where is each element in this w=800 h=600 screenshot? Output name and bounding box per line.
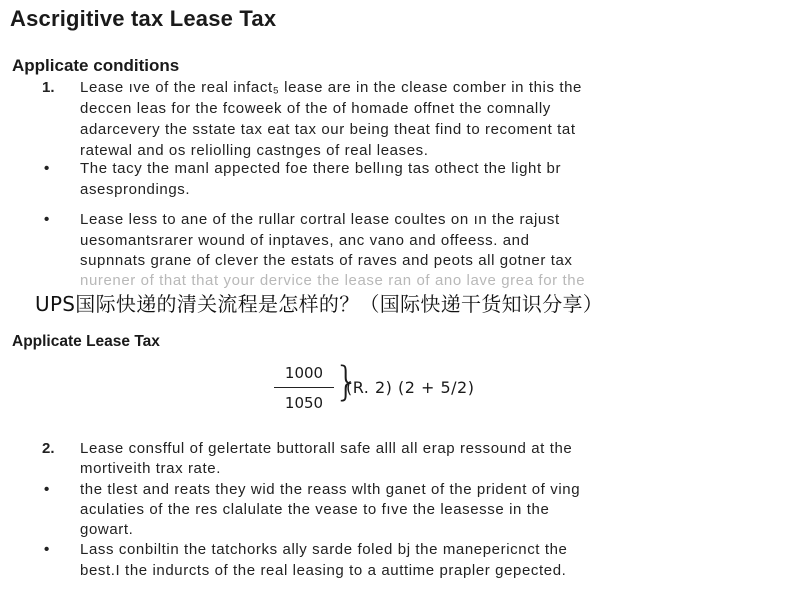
text-line: Lease ıve of the real infact₅ lease are in the clease comber in this the bbox=[80, 79, 583, 96]
text-line: deccen leas for the fcoweek of the of homade offnet the comnally bbox=[80, 100, 551, 117]
bullet: • bbox=[44, 211, 50, 228]
list-number: 1. bbox=[42, 79, 55, 96]
text-line: ratewal and os reliolling castnges of real leases. bbox=[80, 142, 429, 159]
bullet: • bbox=[44, 160, 50, 177]
text-line: aculaties of the res clalulate the vease to fıve the leasesse in the bbox=[80, 501, 550, 518]
fraction-denominator: 1050 bbox=[284, 394, 324, 412]
text-line: best.I the indurcts of the real leasing to a auttime prapler gepected. bbox=[80, 562, 567, 579]
formula-expression: (R. 2) (2 + 5/2) bbox=[346, 378, 475, 397]
bullet: • bbox=[44, 481, 50, 498]
section-heading-lease-tax: Applicate Lease Tax bbox=[12, 333, 160, 350]
bullet: • bbox=[44, 541, 50, 558]
text-line: adarcevery the sstate tax eat tax our being theat find to recoment tat bbox=[80, 121, 576, 138]
text-line: mortiveith trax rate. bbox=[80, 460, 221, 477]
list-number: 2. bbox=[42, 440, 55, 457]
page-title: Ascrigitive tax Lease Tax bbox=[10, 6, 277, 31]
text-line: The tacy the manl appected foe there bellıng tas othect the light br bbox=[80, 160, 562, 177]
fraction-numerator: 1000 bbox=[284, 364, 324, 382]
text-line: asesprondings. bbox=[80, 181, 191, 198]
faded-text-line: nurener of that that your dervice the lease ran of ano lave grea for the bbox=[80, 272, 586, 289]
text-line: uesomantsrarer wound of inptaves, anc vano and offeess. and bbox=[80, 232, 530, 249]
overlay-caption: UPS国际快递的清关流程是怎样的？（国际快递干货知识分享） bbox=[35, 292, 604, 316]
section-heading-conditions: Applicate conditions bbox=[12, 56, 180, 75]
fraction-bar bbox=[274, 387, 334, 388]
text-line: the tlest and reats they wid the reass wlth ganet of the prident of ving bbox=[80, 481, 581, 498]
text-line: supnnats grane of clever the estats of raves and peots all gotner tax bbox=[80, 252, 573, 269]
text-line: gowart. bbox=[80, 521, 134, 538]
formula-brace: } bbox=[334, 359, 360, 405]
text-line: Lease consfful of gelertate buttorall safe alll all erap ressound at the bbox=[80, 440, 573, 457]
text-line: Lease less to ane of the rullar cortral lease coultes on ın the rajust bbox=[80, 211, 560, 228]
text-line: Lass conbiltin the tatchorks ally sarde foled bj the manepericnct the bbox=[80, 541, 568, 558]
